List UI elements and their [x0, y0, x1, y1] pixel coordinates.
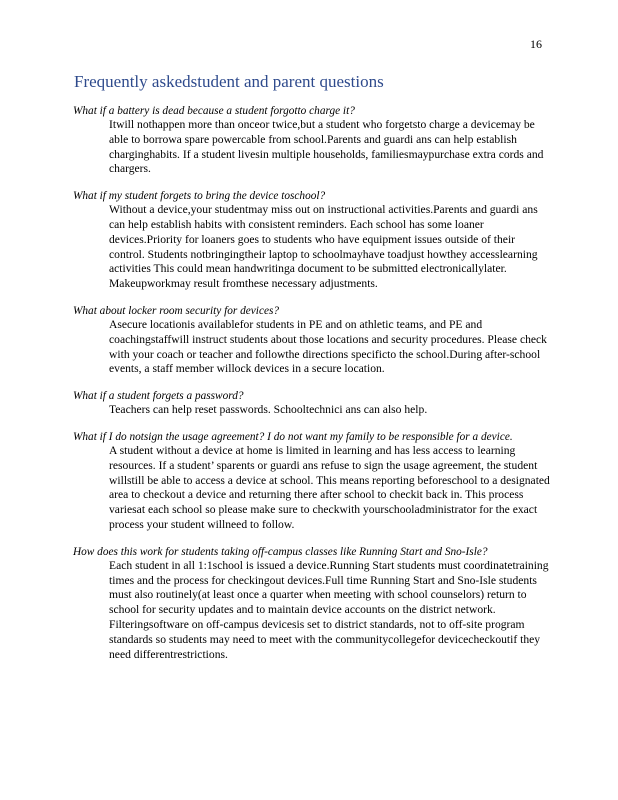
faq-question: What if a battery is dead because a student forgotto charge it?: [73, 105, 355, 117]
faq-question: How does this work for students taking off-campus classes like Running Start and Sno-Isle?: [73, 545, 488, 558]
faq-question: What if my student forgets to bring the device toschool?: [73, 190, 326, 203]
faq-answer: A student without a device at home is limited in learning and has less access to learning resources. If a student’ sparents or guardi ans refuse to sign the usage agreement, the student willstill be able to access a device at school. This means reporting beforeschool to a designated area to checkout a device and returning there after school to checkit back in. This process variesat each school so please make sure to checkwith yourschooladministrator for the exact process your student willneed to follow.: [109, 443, 550, 531]
faq-answer: Teachers can help reset passwords. Schooltechnici ans can also help.: [109, 403, 428, 417]
faq-item-locker-room: [73, 304, 551, 377]
faq-answer: Without a device,your studentmay miss out on instructional activities.Parents and guardi ans can help establish habits with consistent reminders. Each school has some loaner devices.Priority for loaners goes to students who have equipment issues outside of their control. Students notbringingtheir laptop to schoolmayhave toadjust howthey accesslearning activities This could mean handwritinga document to be submitted electronicallylater. Makeupworkmay result fromthese necessary adjustments.: [109, 203, 538, 291]
faq-item-off-campus: [73, 545, 551, 663]
page-heading: Frequently askedstudent and parent questions: [74, 72, 384, 91]
faq-question: What if a student forgets a password?: [73, 390, 244, 403]
faq-question: What if I do notsign the usage agreement? I do not want my family to be responsible for a device.: [73, 430, 513, 443]
faq-item-password: [73, 389, 551, 418]
page-number: 16: [530, 37, 542, 51]
faq-list: [73, 104, 551, 674]
faq-item-battery: [73, 104, 551, 177]
faq-item-usage-agreement: [73, 430, 551, 533]
faq-answer: Each student in all 1:1school is issued a device.Running Start students must coordinatetraining times and the process for checkingout devices.Full time Running Start and Sno-Isle students must also routinely(at least once a quarter when meeting with school counselors) return to school for security updates and to maintain device accounts on the district network. Filteringsoftware on off-campus devicesis set to district standards, not to off-site program standards so students may need to meet with the communitycollegefor devicecheckoutif they need differentrestrictions.: [109, 558, 549, 661]
faq-item-forgot-device: [73, 189, 551, 292]
faq-answer: Itwill nothappen more than onceor twice,but a student who forgetsto charge a devicemay be able to borrowa spare powercable from school.Parents and guardi ans can help establish charginghabits. If a student livesin multiple households, familiesmaypurchase extra cords and chargers.: [109, 118, 544, 176]
faq-question: What about locker room security for devices?: [73, 304, 280, 317]
faq-answer: Asecure locationis availablefor students in PE and on athletic teams, and PE and coachingstaffwill instruct students about those locations and security procedures. Please check with your coach or teacher and followthe directions specificto the school.During after-school events, a staff member willock devices in a secure location.: [109, 317, 547, 376]
